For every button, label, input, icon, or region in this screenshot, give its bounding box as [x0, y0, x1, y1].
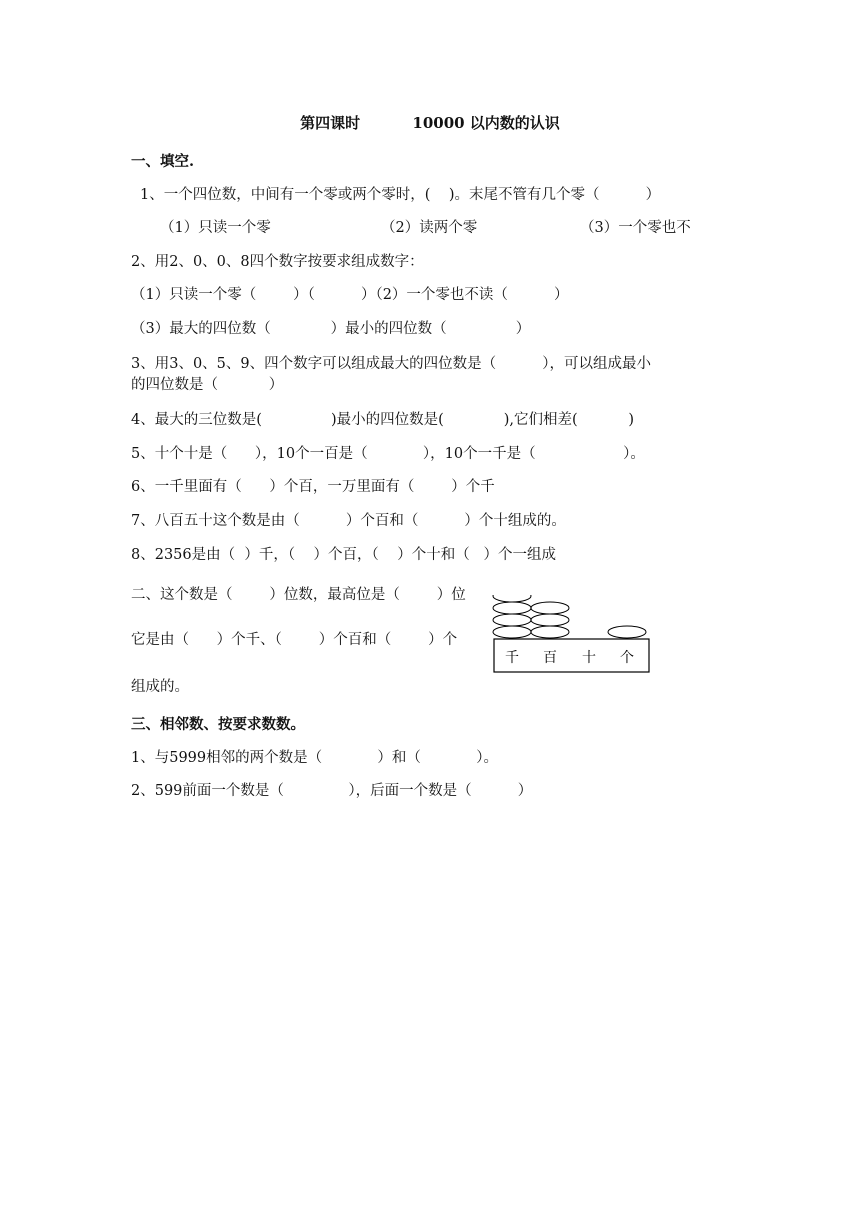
abacus-bead: [493, 602, 531, 614]
abacus-bead: [493, 626, 531, 638]
abacus-label: 千: [505, 650, 519, 666]
abacus-bead: [608, 626, 646, 638]
question-5: 5、十个十是（ ），10个一百是（ ），10个一千是（ ）。: [131, 446, 645, 462]
question-6: 6、一千里面有（ ）个百，一万里面有（ ）个千: [131, 479, 495, 495]
section3-heading: 三、相邻数、按要求数数。: [131, 716, 305, 733]
page-title: 第四课时 10000 以内数的认识: [300, 114, 560, 132]
question-4: 4、最大的三位数是( )最小的四位数是( ),它们相差( ): [131, 412, 635, 428]
abacus-diagram: [490, 595, 655, 680]
abacus-bead: [531, 602, 569, 614]
abacus-bead: [493, 614, 531, 626]
question-8: 8、2356是由（ ）千，（ ）个百，（ ）个十和（ ）个一组成: [131, 547, 557, 563]
question-3-line-1: 3、用3、0、5、9、四个数字可以组成最大的四位数是（ ），可以组成最小: [131, 356, 651, 372]
section3-question-1: 1、与5999相邻的两个数是（ ）和（ ）。: [131, 750, 498, 766]
question-7: 7、八百五十这个数是由（ ）个百和（ ）个十组成的。: [131, 513, 566, 529]
question-1-option-2: （2）读两个零: [381, 220, 478, 236]
abacus-bead: [493, 595, 531, 602]
section1-heading: 一、填空.: [131, 153, 195, 170]
question-1-option-3: （3）一个零也不: [580, 220, 691, 236]
section2-line-3: 组成的。: [131, 679, 189, 695]
abacus-label: 百: [543, 650, 557, 666]
abacus-bead: [531, 626, 569, 638]
abacus-label: 十: [582, 650, 596, 666]
abacus-bead: [531, 614, 569, 626]
question-2-line-2: （3）最大的四位数（ ）最小的四位数（ ）: [131, 321, 531, 337]
abacus-label: 个: [620, 650, 634, 666]
section2-line-2: 它是由（ ）个千、（ ）个百和（ ）个: [131, 632, 458, 648]
section3-question-2: 2、599前面一个数是（ ），后面一个数是（ ）: [131, 783, 533, 799]
question-1-option-1: （1）只读一个零: [160, 220, 271, 236]
section2-line-1: 二、这个数是（ ）位数，最高位是（ ）位: [131, 587, 466, 603]
question-3-line-2: 的四位数是（ ）: [131, 377, 284, 393]
question-2-line-1: （1）只读一个零（ ）（ ）（2）一个零也不读（ ）: [131, 287, 569, 303]
question-1: 1、一个四位数，中间有一个零或两个零时，( )。末尾不管有几个零（ ）: [140, 187, 661, 203]
question-2: 2、用2、0、0、8四个数字按要求组成数字：: [131, 254, 424, 270]
